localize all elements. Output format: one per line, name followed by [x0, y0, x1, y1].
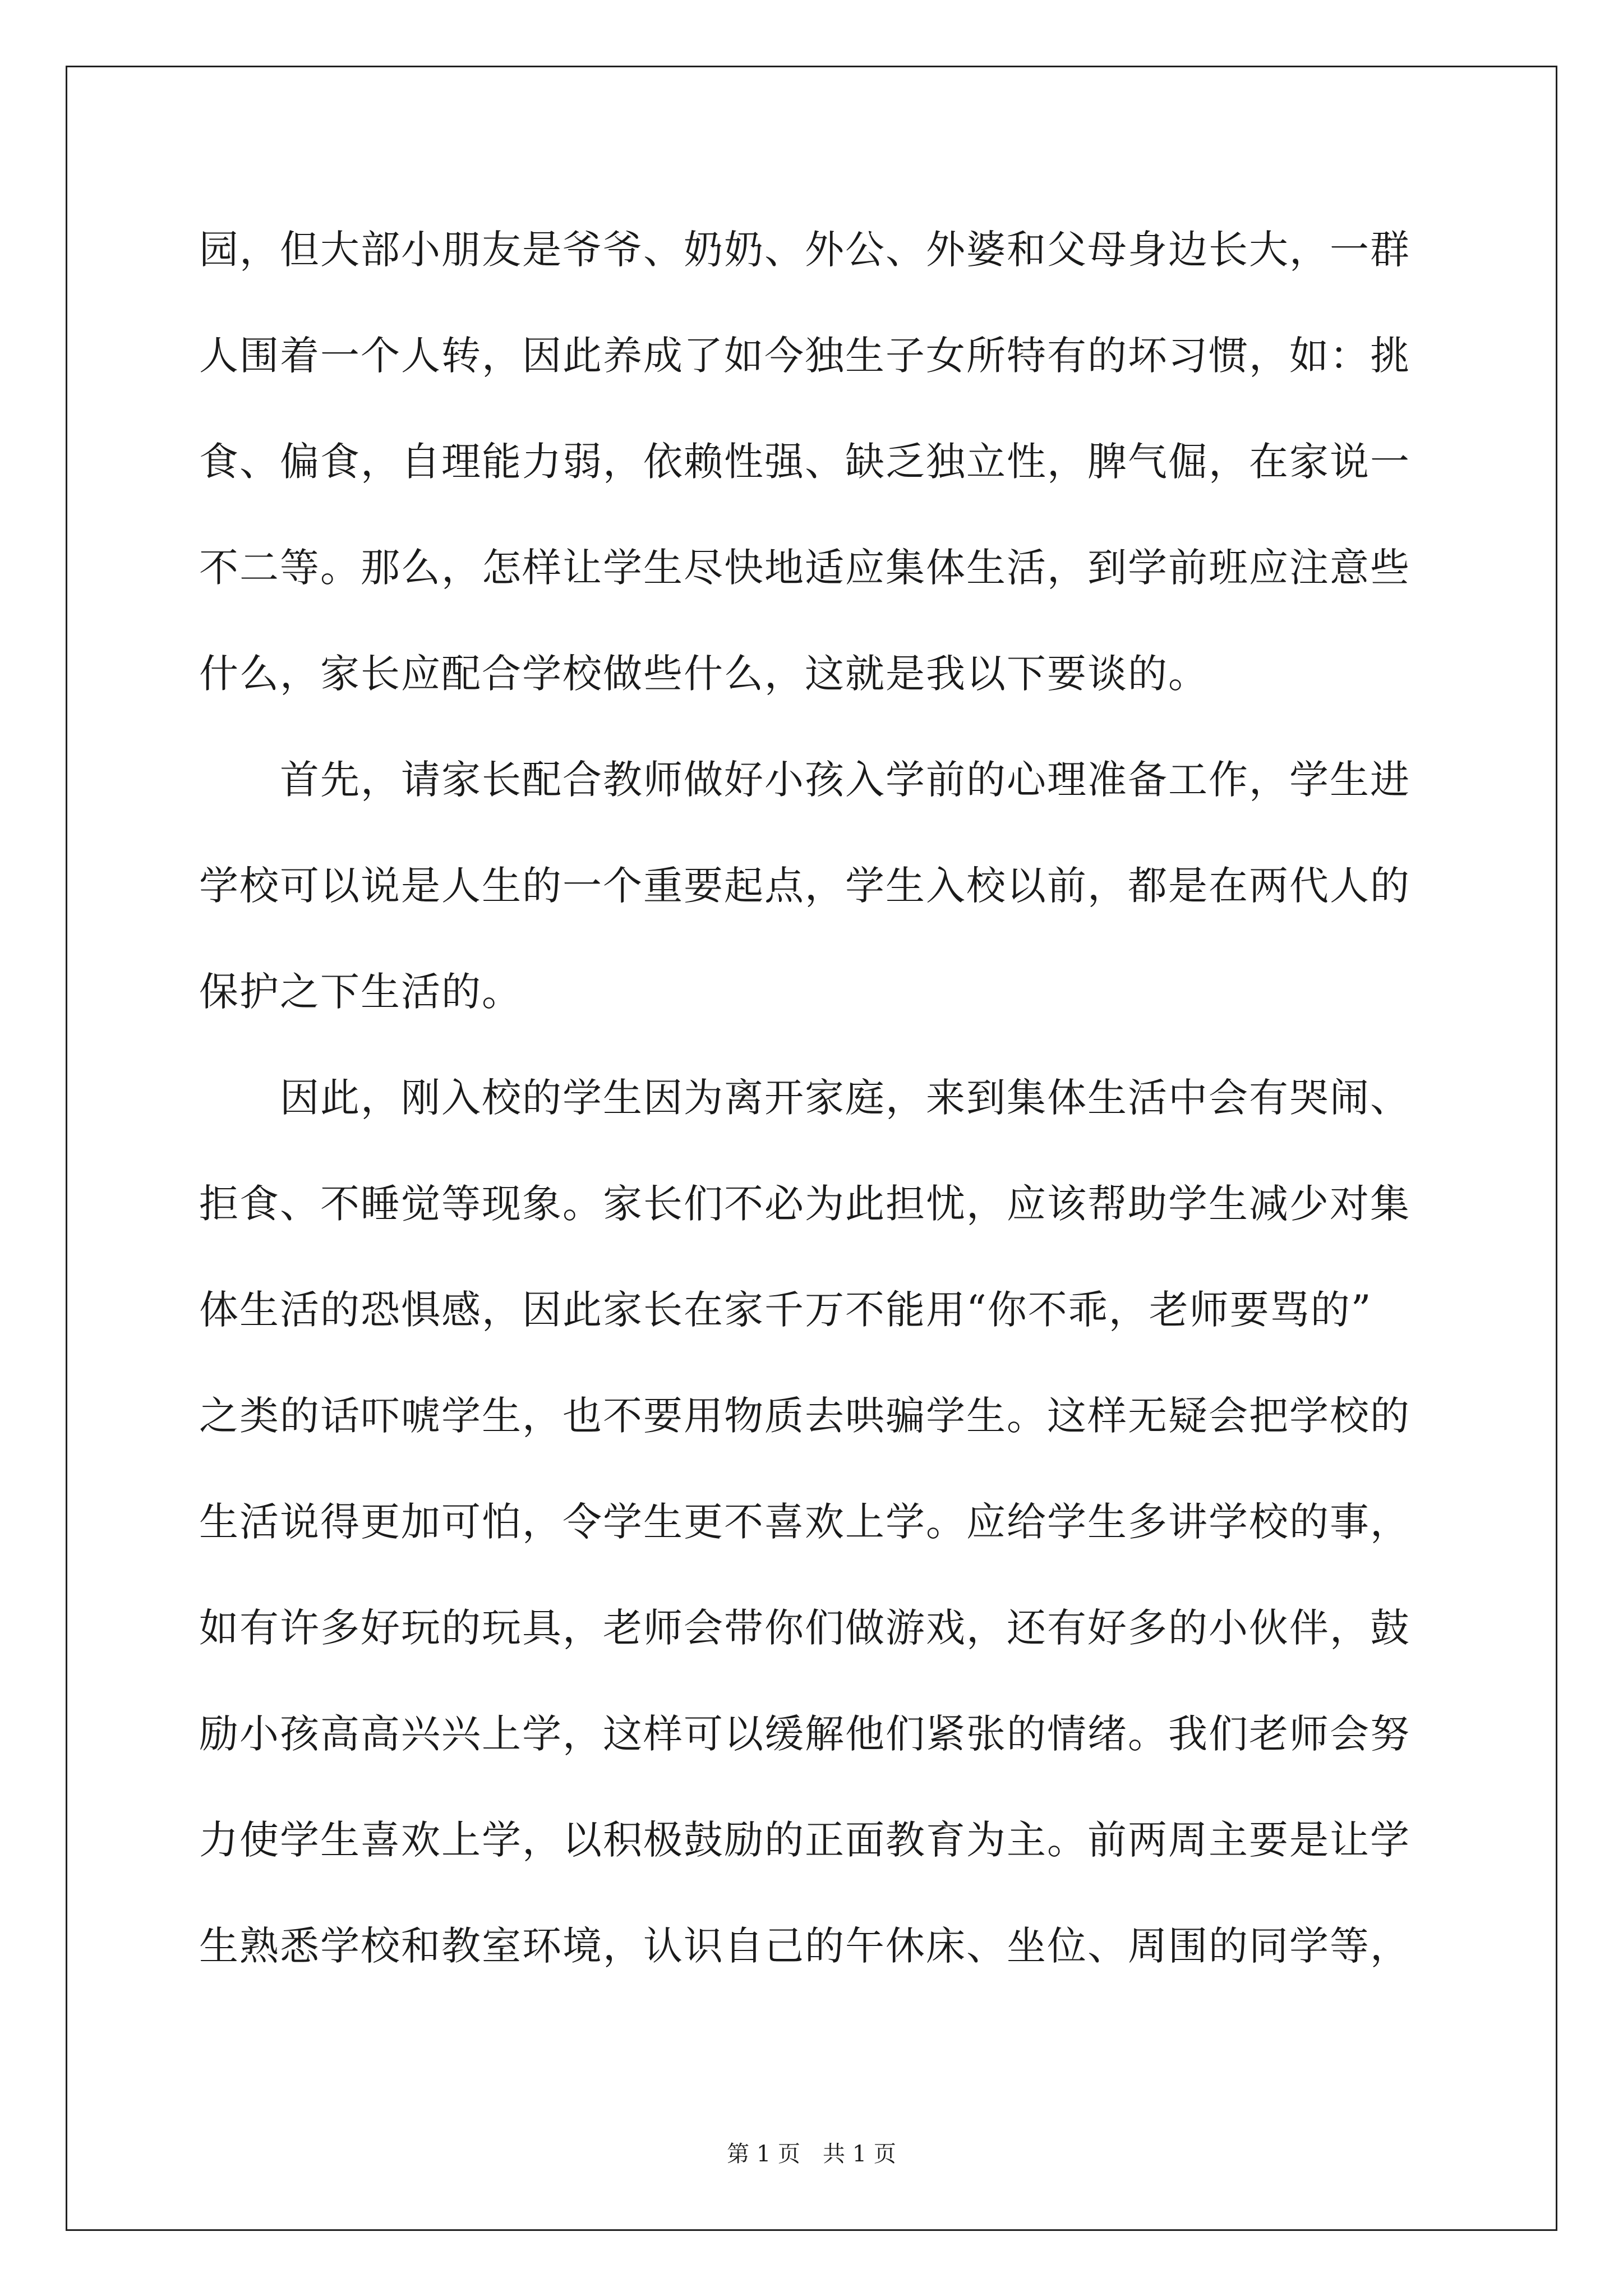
text-line: 励小孩高高兴兴上学，这样可以缓解他们紧张的情绪。我们老师会努 [199, 1711, 1410, 1757]
text-line: 生熟悉学校和教室环境，认识自己的午休床、坐位、周围的同学等， [199, 1923, 1410, 1969]
text-line: 体生活的恐惧感，因此家长在家千万不能用“你不乖，老师要骂的” [199, 1287, 1372, 1333]
text-line: 首先，请家长配合教师做好小孩入学前的心理准备工作，学生进 [199, 757, 1410, 803]
text-line: 生活说得更加可怕，令学生更不喜欢上学。应给学生多讲学校的事， [199, 1499, 1410, 1545]
page-number: 第 1 页 [727, 2141, 800, 2167]
text-line: 力使学生喜欢上学，以积极鼓励的正面教育为主。前两周主要是让学 [199, 1817, 1410, 1863]
page-total: 共 1 页 [823, 2141, 896, 2167]
text-line: 园，但大部小朋友是爷爷、奶奶、外公、外婆和父母身边长大，一群 [199, 227, 1410, 273]
document-body [199, 213, 1433, 2016]
text-line: 不二等。那么，怎样让学生尽快地适应集体生活，到学前班应注意些 [199, 545, 1410, 591]
text-line: 拒食、不睡觉等现象。家长们不必为此担忧，应该帮助学生减少对集 [199, 1181, 1410, 1227]
text-line: 保护之下生活的。 [199, 969, 522, 1015]
page-footer [0, 2137, 1623, 2171]
text-line: 因此，刚入校的学生因为离开家庭，来到集体生活中会有哭闹、 [199, 1075, 1410, 1121]
text-line: 如有许多好玩的玩具，老师会带你们做游戏，还有好多的小伙伴，鼓 [199, 1605, 1410, 1651]
text-line: 人围着一个人转，因此养成了如今独生子女所特有的坏习惯，如：挑 [199, 333, 1410, 379]
text-line: 之类的话吓唬学生，也不要用物质去哄骗学生。这样无疑会把学校的 [199, 1393, 1410, 1439]
text-line: 什么，家长应配合学校做些什么，这就是我以下要谈的。 [199, 651, 1209, 697]
text-line: 食、偏食，自理能力弱，依赖性强、缺乏独立性，脾气倔，在家说一 [199, 439, 1410, 485]
text-line: 学校可以说是人生的一个重要起点，学生入校以前，都是在两代人的 [199, 863, 1410, 909]
